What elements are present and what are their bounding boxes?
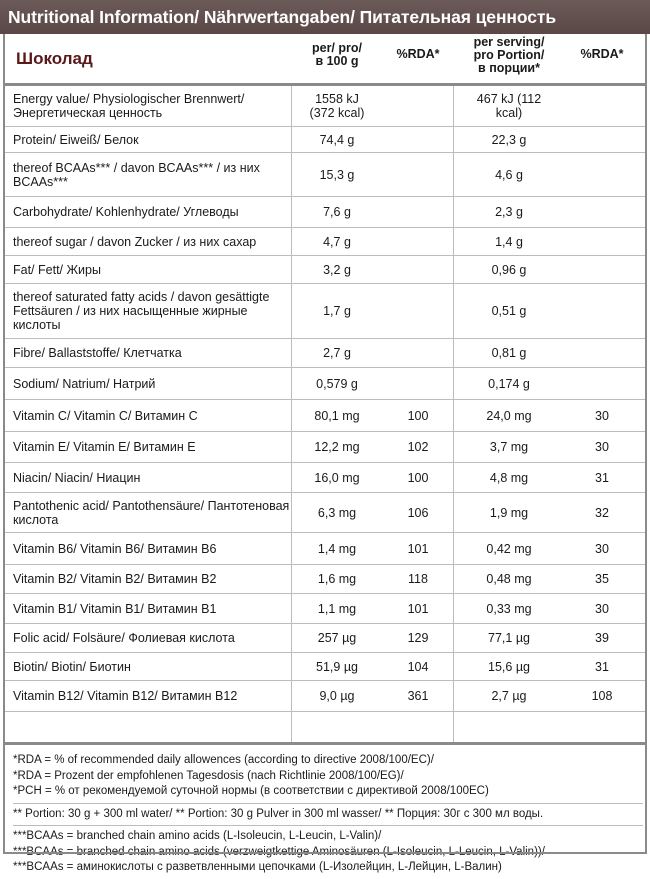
column-divider xyxy=(453,86,454,744)
header-per-serving-line2: pro Portion/ xyxy=(473,48,545,62)
header-per-100g-line1: per/ pro/ xyxy=(311,41,362,55)
table-row xyxy=(5,339,645,368)
header-per-serving-line3: в порции* xyxy=(478,61,540,75)
rda-per-100g xyxy=(383,86,453,126)
footnote-line: *PCH = % от рекомендуемой суточной нормы (в соответствии с директивой 2008/100EC) xyxy=(13,785,489,797)
rda-per-serving xyxy=(565,228,639,255)
value-per-serving: 24,0 mg xyxy=(486,408,532,423)
table-row xyxy=(5,368,645,400)
footnote-portion xyxy=(13,804,643,827)
value-per-serving: 4,8 mg xyxy=(489,470,529,485)
rda-per-100g: 100 xyxy=(407,408,429,423)
footnote-line: *RDA = % of recommended daily allowences (according to directive 2008/100/EC)/ xyxy=(13,754,434,766)
table-row xyxy=(5,653,645,681)
nutrient-name: Fat/ Fett/ Жиры xyxy=(13,262,101,277)
rda-per-serving xyxy=(565,153,639,196)
table-row xyxy=(5,127,645,153)
rda-per-100g: 361 xyxy=(407,689,429,703)
rda-per-100g xyxy=(383,127,453,152)
table-row xyxy=(5,284,645,339)
column-divider xyxy=(291,86,292,744)
rda-per-100g: 106 xyxy=(407,505,429,520)
rda-per-serving xyxy=(565,284,639,338)
value-per-serving: 3,7 mg xyxy=(489,440,529,454)
nutrient-name: Folic acid/ Folsäure/ Фолиевая кислота xyxy=(13,631,235,645)
rda-per-serving: 32 xyxy=(595,505,609,520)
value-per-serving: 2,7 µg xyxy=(491,689,527,703)
table-row xyxy=(5,400,645,432)
header-per-serving-line1: per serving/ xyxy=(473,35,545,49)
value-per-100g: 15,3 g xyxy=(319,167,355,182)
value-per-serving: 0,51 g xyxy=(491,304,527,318)
table-row xyxy=(5,256,645,284)
nutrient-name: Pantothenic acid/ Pantothensäure/ Пантотеновая кислота xyxy=(13,498,290,527)
table-footer-divider xyxy=(5,742,645,745)
value-per-100g: 80,1 mg xyxy=(314,408,360,423)
value-per-serving: 0,81 g xyxy=(491,346,527,360)
value-per-serving: 467 kJ (112 kcal) xyxy=(476,92,542,120)
nutrition-rows xyxy=(5,86,645,712)
nutrient-name: Vitamin C/ Vitamin C/ Витамин C xyxy=(13,408,198,423)
value-per-serving: 22,3 g xyxy=(491,132,527,147)
rda-per-serving xyxy=(565,368,639,399)
nutrient-name: thereof BCAAs*** / davon BCAAs*** / из них BCAAs*** xyxy=(13,160,260,189)
value-per-serving: 0,42 mg xyxy=(486,541,532,556)
table-row xyxy=(5,197,645,228)
table-row xyxy=(5,463,645,493)
rda-per-100g xyxy=(383,284,453,338)
rda-per-serving: 30 xyxy=(595,440,609,454)
value-per-serving: 0,174 g xyxy=(488,376,530,391)
nutrient-name: thereof saturated fatty acids / davon gesättigte Fettsäuren / из них насыщенные жирные кислоты xyxy=(13,290,270,332)
product-name: Шоколад xyxy=(16,49,93,68)
value-per-serving: 4,6 g xyxy=(495,167,523,182)
value-per-serving: 0,33 mg xyxy=(486,601,532,616)
nutrient-name: Sodium/ Natrium/ Натрий xyxy=(13,376,156,391)
rda-per-serving xyxy=(565,256,639,283)
value-per-100g: 4,7 g xyxy=(323,234,351,249)
rda-per-serving: 30 xyxy=(595,601,609,616)
footnote-line: ***BCAAs = аминокислоты с разветвленными цепочками (L-Изолейцин, L-Лейцин, L-Валин) xyxy=(13,861,502,873)
rda-per-serving: 39 xyxy=(595,631,609,645)
rda-per-serving xyxy=(565,197,639,227)
table-row xyxy=(5,228,645,256)
nutrient-name: Biotin/ Biotin/ Биотин xyxy=(13,659,131,674)
value-per-100g: 1,1 mg xyxy=(317,601,357,616)
value-per-100g: 2,7 g xyxy=(323,346,351,360)
value-per-serving: 2,3 g xyxy=(495,205,523,219)
rda-per-100g: 101 xyxy=(407,541,429,556)
value-per-100g: 1558 kJ (372 kcal) xyxy=(309,92,365,120)
value-per-100g: 16,0 mg xyxy=(314,470,360,485)
table-row xyxy=(5,432,645,463)
value-per-100g: 1,4 mg xyxy=(317,541,357,556)
value-per-100g: 3,2 g xyxy=(323,262,351,277)
value-per-100g: 1,7 g xyxy=(323,304,351,318)
rda-per-serving: 31 xyxy=(595,659,609,674)
footnote-line: *RDA = Prozent der empfohlenen Tagesdosis (nach Richtlinie 2008/100/EG)/ xyxy=(13,769,404,782)
nutrient-name: Vitamin B2/ Vitamin B2/ Витамин B2 xyxy=(13,572,217,586)
footnote-rda xyxy=(13,750,643,804)
rda-per-100g xyxy=(383,339,453,367)
value-per-100g: 1,6 mg xyxy=(317,572,357,586)
value-per-100g: 12,2 mg xyxy=(314,440,360,454)
value-per-serving: 1,4 g xyxy=(495,234,523,249)
rda-per-100g: 102 xyxy=(407,440,429,454)
table-row xyxy=(5,624,645,653)
nutrient-name: Vitamin B12/ Vitamin B12/ Витамин B12 xyxy=(13,689,238,703)
nutrient-name: Vitamin E/ Vitamin E/ Витамин E xyxy=(13,440,196,454)
footnote-line: ***BCAAs = branched chain amino acids (L-Isoleucin, L-Leucin, L-Valin)/ xyxy=(13,830,382,842)
rda-per-100g xyxy=(383,368,453,399)
nutrient-name: Fibre/ Ballaststoffe/ Клетчатка xyxy=(13,346,182,360)
header-per-100g xyxy=(291,42,383,68)
table-row xyxy=(5,594,645,624)
rda-per-100g: 100 xyxy=(407,470,429,485)
nutrient-name: Energy value/ Physiologischer Brennwert/ Энергетическая ценность xyxy=(13,92,245,120)
rda-per-100g: 104 xyxy=(407,659,429,674)
rda-per-100g: 118 xyxy=(408,572,428,586)
value-per-serving: 0,96 g xyxy=(491,262,527,277)
footnote-line: ** Portion: 30 g + 300 ml water/ ** Portion: 30 g Pulver in 300 ml wasser/ ** Порция: 30г с 300 мл воды. xyxy=(13,807,544,820)
nutrient-name: Protein/ Eiweiß/ Белок xyxy=(13,132,139,147)
header-per-serving xyxy=(453,36,565,75)
header-rda-100g: %RDA* xyxy=(396,47,440,61)
table-row xyxy=(5,565,645,594)
nutrition-table-frame xyxy=(3,34,647,873)
bottom-border xyxy=(5,852,645,854)
nutrient-name: Niacin/ Niacin/ Ниацин xyxy=(13,470,141,485)
nutrient-name: Carbohydrate/ Kohlenhydrate/ Углеводы xyxy=(13,205,239,219)
table-row xyxy=(5,153,645,197)
table-row xyxy=(5,681,645,712)
rda-per-serving xyxy=(565,127,639,152)
rda-per-serving: 30 xyxy=(595,541,609,556)
value-per-serving: 1,9 mg xyxy=(489,505,529,520)
table-header xyxy=(5,34,645,84)
rda-per-100g xyxy=(383,228,453,255)
footnotes xyxy=(13,750,643,879)
header-rda-serving: %RDA* xyxy=(580,47,624,61)
value-per-100g: 9,0 µg xyxy=(319,689,355,703)
table-row xyxy=(5,493,645,533)
rda-per-serving: 35 xyxy=(595,572,609,586)
value-per-serving: 77,1 µg xyxy=(488,631,530,645)
rda-per-serving: 108 xyxy=(591,689,613,703)
rda-per-100g xyxy=(383,256,453,283)
value-per-serving: 15,6 µg xyxy=(488,659,530,674)
rda-per-100g xyxy=(383,197,453,227)
rda-per-serving: 31 xyxy=(595,470,609,485)
value-per-100g: 74,4 g xyxy=(319,132,355,147)
header-per-100g-line2: в 100 g xyxy=(315,54,359,68)
table-row xyxy=(5,86,645,127)
rda-per-serving xyxy=(565,86,639,126)
value-per-100g: 6,3 mg xyxy=(317,505,357,520)
rda-per-100g xyxy=(383,153,453,196)
nutrient-name: thereof sugar / davon Zucker / из них сахар xyxy=(13,234,257,249)
value-per-100g: 0,579 g xyxy=(316,376,358,391)
nutrient-name: Vitamin B6/ Vitamin B6/ Витамин B6 xyxy=(13,541,217,556)
rda-per-serving: 30 xyxy=(595,408,609,423)
value-per-100g: 257 µg xyxy=(317,631,357,645)
page-title: Nutritional Information/ Nährwertangaben/ Питательная ценность xyxy=(0,0,650,34)
value-per-serving: 0,48 mg xyxy=(486,572,532,586)
table-row xyxy=(5,533,645,565)
rda-per-100g: 129 xyxy=(407,631,429,645)
value-per-100g: 51,9 µg xyxy=(316,659,358,674)
nutrient-name: Vitamin B1/ Vitamin B1/ Витамин B1 xyxy=(13,601,217,616)
rda-per-serving xyxy=(565,339,639,367)
value-per-100g: 7,6 g xyxy=(323,205,351,219)
rda-per-100g: 101 xyxy=(407,601,429,616)
